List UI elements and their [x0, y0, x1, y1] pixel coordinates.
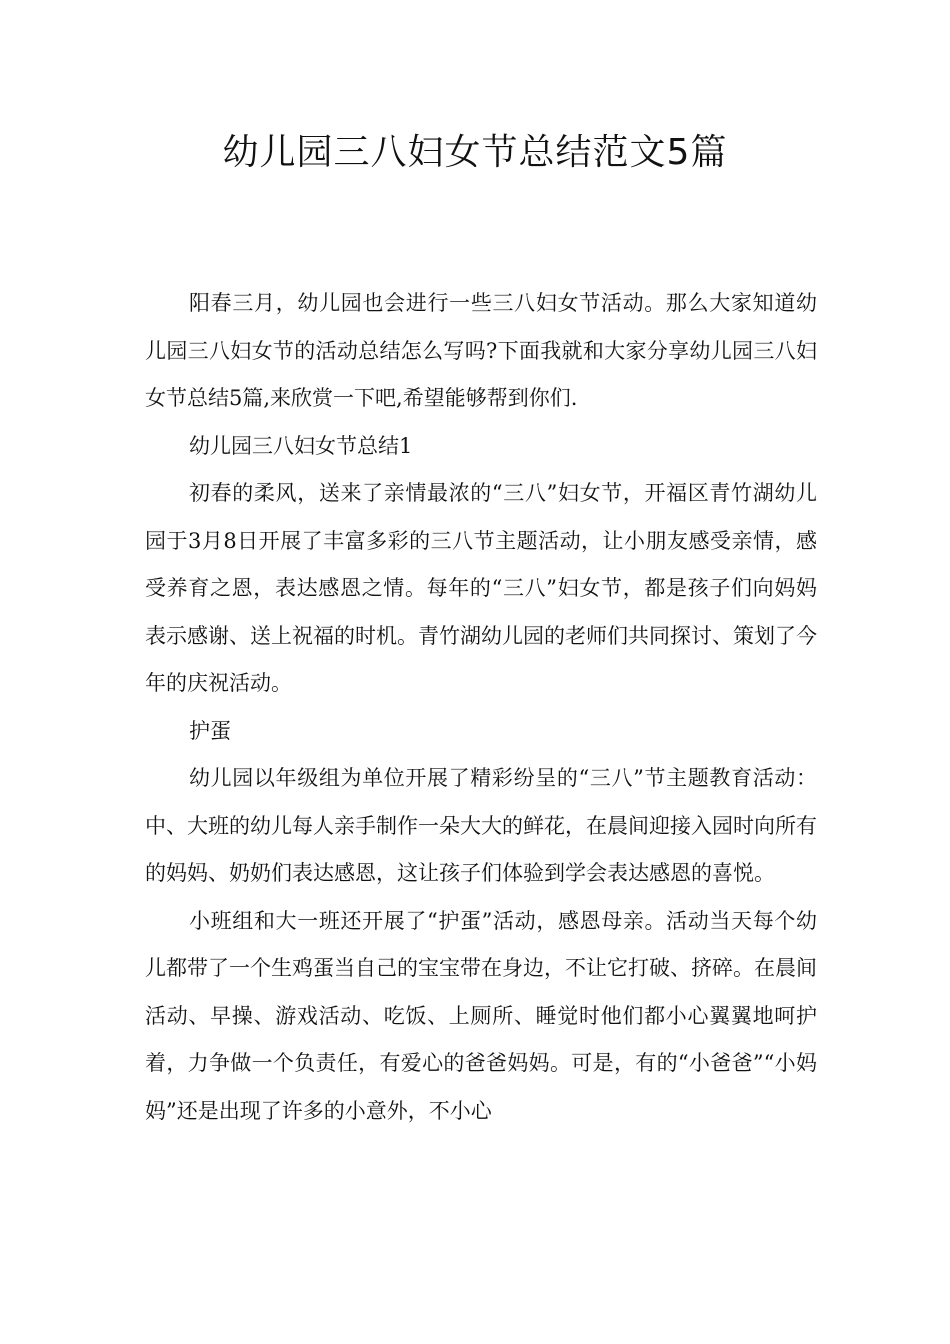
paragraph-grade-activities: 幼儿园以年级组为单位开展了精彩纷呈的“三八”节主题教育活动：中、大班的幼儿每人亲手制作一朵大大的鲜花，在晨间迎接入园时向所有的妈妈、奶奶们表达感恩，这让孩子们体验到学会表达感恩的喜悦。: [145, 766, 817, 885]
section-heading-summary-1: 幼儿园三八妇女节总结1: [189, 433, 413, 458]
paragraph-egg-activity: 小班组和大一班还开展了“护蛋”活动，感恩母亲。活动当天每个幼儿都带了一个生鸡蛋当自己的宝宝带在身边，不让它打破、挤碎。在晨间活动、早操、游戏活动、吃饭、上厕所、睡觉时他们都小心翼翼地呵护着，力争做一个负责任，有爱心的爸爸妈妈。可是，有的“小爸爸”“小妈妈”还是出现了许多的小意外，不小心: [145, 908, 817, 1123]
intro-paragraph: 阳春三月，幼儿园也会进行一些三八妇女节活动。那么大家知道幼儿园三八妇女节的活动总结怎么写吗?下面我就和大家分享幼儿园三八妇女节总结5篇,来欣赏一下吧,希望能够帮到你们.: [145, 291, 817, 410]
subheading-protect-egg: 护蛋: [189, 718, 231, 743]
document-body: [145, 280, 817, 1135]
document-title: 幼儿园三八妇女节总结范文5篇: [222, 132, 728, 173]
paragraph-spring-festival: 初春的柔风，送来了亲情最浓的“三八”妇女节，开福区青竹湖幼儿园于3月8日开展了丰富多彩的三八节主题活动，让小朋友感受亲情，感受养育之恩，表达感恩之情。每年的“三八”妇女节，都是孩子们向妈妈表示感谢、送上祝福的时机。青竹湖幼儿园的老师们共同探讨、策划了今年的庆祝活动。: [145, 481, 817, 695]
